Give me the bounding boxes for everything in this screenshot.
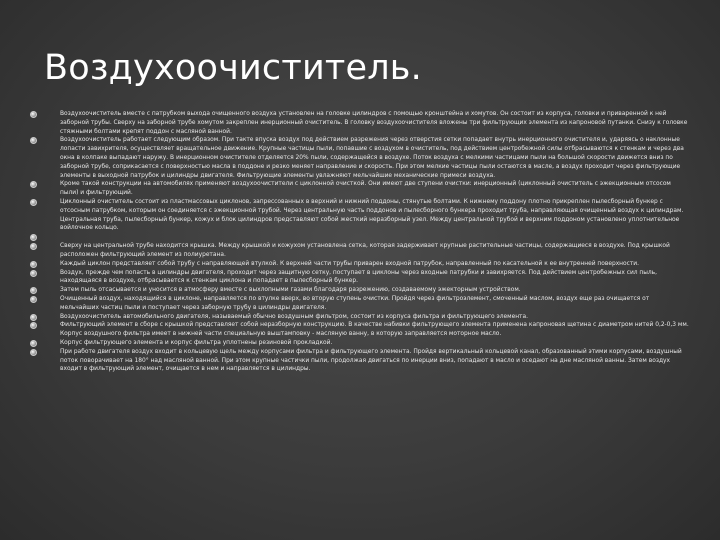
list-item: [30, 286, 690, 295]
bullet-icon: [30, 199, 37, 206]
bullet-icon: [30, 111, 37, 118]
bullet-icon: [30, 181, 37, 188]
bullet-icon: [30, 296, 37, 303]
paragraph-text: Кроме такой конструкции на автомобилях применяют воздухоочистители с циклонной очисткой. Они имеют две ступени очистки: инерционный (циклонный очиститель с эжекционным отсосом пыли) и фильтрующий.: [60, 181, 671, 197]
list-item: [30, 295, 690, 313]
bullet-icon: [30, 243, 37, 250]
paragraph-text: Фильтрующий элемент в сборе с крышкой представляет собой неразборную конструкцию. В качестве набивки фильтрующего элемента применена капроновая щетина с диаметром нитей 0,2-0,3 мм. Корпус воздушного фильтра имеет в нижней части специальную выштамповку - масляную ванну, в которую заправляется моторное масло.: [60, 322, 689, 338]
paragraph-text: Воздух, прежде чем попасть в цилиндры двигателя, проходит через защитную сетку, поступает в циклоны через входные патрубки и завихряется. Под действием центробежных сил пыль, находящаяся в воздухе, отбрасывается к стенкам циклона и попадает в пылесборный бункер.: [60, 269, 658, 285]
bullet-icon: [30, 137, 37, 144]
list-item: [30, 348, 690, 374]
bullet-icon: [30, 287, 37, 294]
list-item: [30, 260, 690, 269]
list-item: [30, 180, 690, 198]
list-item: [30, 313, 690, 322]
list-item: [30, 269, 690, 287]
list-item: [30, 242, 690, 260]
paragraph-text: Очищенный воздух, находящийся в циклоне, направляется по втулке вверх, во вторую ступень очистки. Пройдя через фильтроэлемент, смоченный маслом, воздух еще раз очищается от мельчайших частиц пыли и поступает через заборную трубу в цилиндры двигателя.: [60, 295, 650, 311]
list-item: [30, 321, 690, 339]
paragraph-text: Воздухоочиститель автомобильного двигателя, называемый обычно воздушным фильтром, состоит из корпуса фильтра и фильтрующего элемента.: [60, 313, 528, 320]
bullet-icon: [30, 234, 37, 241]
paragraph-text: Затем пыль отсасывается и уносится в атмосферу вместе с выхлопными газами благодаря разрежению, создаваемому эжекторным устройством.: [60, 287, 521, 294]
bullet-icon: [30, 349, 37, 356]
bullet-icon: [30, 340, 37, 347]
list-item: [30, 136, 690, 180]
slide-title: Воздухоочиститель.: [44, 48, 422, 88]
paragraph-text: Циклонный очиститель состоит из пластмассовых циклонов, запрессованных в верхний и нижний поддоны, стянутые болтами. К нижнему поддону плотно прикреплен пылесборный бункер с отсосным патрубком, которым он соединяется с эжекционной трубой. Через центральную часть поддонов и пылесборного бункера проходит труба, направляющая очищенный воздух к цилиндрам. Центральная труба, пылесборный бункер, кожух и блок цилиндров представляют собой жесткий неразборный узел. Между центральной трубой и верхним поддоном установлено уплотнительное войлочное кольцо.: [60, 198, 684, 232]
paragraph-text: Корпус фильтрующего элемента и корпус фильтра уплотнены резиновой прокладкой.: [60, 339, 333, 346]
paragraph-text: Воздухоочиститель работает следующим образом. При такте впуска воздух под действием разрежения через отверстия сетки попадает внутрь инерционного очистителя и, ударяясь о наклонные лопасти завихрителя, осуществляет вращательное движение. Крупные частицы пыли, попавшие с воздухом в очиститель, под действием центробежной силы отбрасываются к стенкам и через два окна в колпаке выпадают наружу. В инерционном очистителе отделяется 20% пыли, содержащейся в воздухе. Поток воздуха с мелкими частицами пыли на большой скорости движется вниз по заборной трубе, соприкасается с поверхностью масла в поддоне и резко меняет направление и скорость. При этом мелкие частицы пыли остаются в масле, а воздух проходит через фильтрующие элементы в выходной патрубок и цилиндры двигателя. Фильтрующие элементы увлажняют мельчайшие механические примеси воздуха.: [60, 137, 684, 179]
paragraph-text: Сверху на центральной трубе находится крышка. Между крышкой и кожухом установлена сетка, которая задерживает крупные растительные частицы, содержащиеся в воздухе. Под крышкой расположен фильтрующий элемент из полиуретана.: [60, 243, 670, 258]
bullet-icon: [30, 270, 37, 277]
bullet-icon: [30, 314, 37, 321]
list-item: [30, 339, 690, 348]
list-item: [30, 233, 690, 242]
body-text: [30, 110, 690, 374]
paragraph-text: При работе двигателя воздух входит в кольцевую щель между корпусами фильтра и фильтрующего элемента. Пройдя вертикальный кольцевой канал, образованный этими корпусами, воздушный поток поворачивает на 180° над масляной ванной. При этом крупные частички пыли, продолжая двигаться по инерции вниз, попадают в масло и оседают на дне масляной ванны. Затем воздух входит в фильтрующий элемент, очищается в нем и направляется в цилиндры.: [60, 348, 682, 373]
bullet-icon: [30, 261, 37, 268]
list-item: [30, 198, 690, 233]
bullet-icon: [30, 322, 37, 329]
paragraph-text: Воздухоочиститель вместе с патрубком выхода очищенного воздуха установлен на головке цилиндров с помощью кронштейна и хомутов. Он состоит из корпуса, головки и приваренной к ней заборной трубы. Сверху на заборной трубе хомутом закреплен инерционный очиститель. В головку воздухоочистителя вложены три фильтрующих элемента из капроновой путанки. Снизу к головке стяжными болтами крепят поддон с масляной ванной.: [60, 111, 688, 135]
paragraph-text: Каждый циклон представляет собой трубу с направляющей втулкой. К верхней части трубы приварен входной патрубок, направленный по касательной к ее внутренней поверхности.: [60, 260, 640, 267]
list-item: [30, 110, 690, 136]
